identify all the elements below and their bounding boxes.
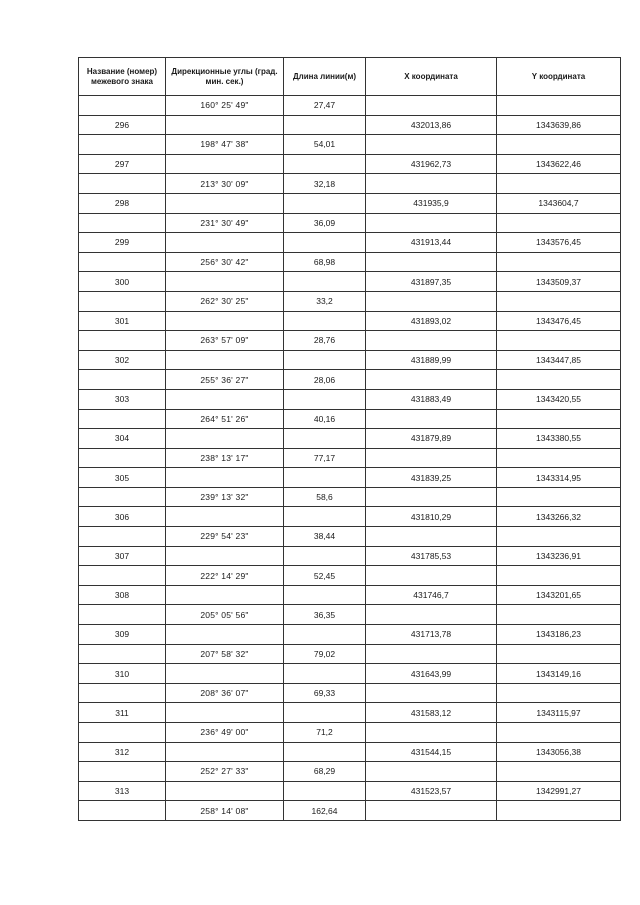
marker-name-cell [79,252,166,272]
header-marker-name: Название (номер) межевого знака [79,58,166,96]
segment-row [79,644,621,664]
line-length-cell: 79,02 [284,644,366,664]
segment-row [79,213,621,233]
x-coordinate-cell [366,409,497,429]
direction-angle-cell [166,233,284,253]
line-length-cell: 54,01 [284,135,366,155]
y-coordinate-cell [497,801,621,821]
segment-row [79,409,621,429]
line-length-cell [284,154,366,174]
y-coordinate-cell [497,174,621,194]
direction-angle-cell [166,664,284,684]
segment-row [79,527,621,547]
header-y-coordinate: Y координата [497,58,621,96]
marker-name-cell: 307 [79,546,166,566]
line-length-cell: 28,76 [284,331,366,351]
segment-row [79,370,621,390]
y-coordinate-cell: 1343314,95 [497,468,621,488]
marker-name-cell [79,291,166,311]
x-coordinate-cell [366,644,497,664]
marker-name-cell: 304 [79,429,166,449]
segment-row [79,448,621,468]
line-length-cell: 68,29 [284,762,366,782]
segment-row [79,566,621,586]
marker-row [79,585,621,605]
marker-name-cell [79,605,166,625]
marker-row [79,193,621,213]
marker-name-cell [79,213,166,233]
x-coordinate-cell: 431893,02 [366,311,497,331]
direction-angle-cell: 255° 36' 27" [166,370,284,390]
y-coordinate-cell [497,527,621,547]
direction-angle-cell [166,154,284,174]
x-coordinate-cell [366,370,497,390]
line-length-cell: 52,45 [284,566,366,586]
marker-row [79,468,621,488]
direction-angle-cell: 258° 14' 08" [166,801,284,821]
marker-name-cell: 303 [79,389,166,409]
x-coordinate-cell [366,801,497,821]
marker-name-cell: 298 [79,193,166,213]
y-coordinate-cell: 1343476,45 [497,311,621,331]
line-length-cell: 68,98 [284,252,366,272]
x-coordinate-cell: 431913,44 [366,233,497,253]
marker-row [79,703,621,723]
direction-angle-cell: 263° 57' 09" [166,331,284,351]
line-length-cell: 77,17 [284,448,366,468]
line-length-cell: 27,47 [284,96,366,116]
marker-row [79,781,621,801]
marker-name-cell: 305 [79,468,166,488]
direction-angle-cell [166,703,284,723]
y-coordinate-cell [497,683,621,703]
direction-angle-cell: 229° 54' 23" [166,527,284,547]
direction-angle-cell [166,272,284,292]
marker-name-cell: 312 [79,742,166,762]
x-coordinate-cell: 431810,29 [366,507,497,527]
direction-angle-cell [166,350,284,370]
line-length-cell [284,350,366,370]
x-coordinate-cell: 431544,15 [366,742,497,762]
x-coordinate-cell [366,331,497,351]
marker-name-cell [79,527,166,547]
x-coordinate-cell [366,448,497,468]
marker-name-cell: 296 [79,115,166,135]
y-coordinate-cell: 1343447,85 [497,350,621,370]
y-coordinate-cell: 1343622,46 [497,154,621,174]
direction-angle-cell: 160° 25' 49" [166,96,284,116]
y-coordinate-cell [497,605,621,625]
line-length-cell [284,429,366,449]
direction-angle-cell: 264° 51' 26" [166,409,284,429]
line-length-cell [284,742,366,762]
segment-row [79,605,621,625]
segment-row [79,331,621,351]
y-coordinate-cell: 1342991,27 [497,781,621,801]
line-length-cell: 36,35 [284,605,366,625]
table-body [79,96,621,821]
direction-angle-cell: 262° 30' 25" [166,291,284,311]
line-length-cell [284,781,366,801]
y-coordinate-cell [497,644,621,664]
x-coordinate-cell [366,566,497,586]
x-coordinate-cell [366,723,497,743]
marker-row [79,115,621,135]
marker-name-cell [79,723,166,743]
line-length-cell [284,389,366,409]
marker-name-cell [79,331,166,351]
marker-name-cell: 309 [79,625,166,645]
segment-row [79,174,621,194]
line-length-cell [284,272,366,292]
marker-name-cell [79,448,166,468]
x-coordinate-cell: 431746,7 [366,585,497,605]
y-coordinate-cell [497,448,621,468]
direction-angle-cell [166,115,284,135]
x-coordinate-cell: 431889,99 [366,350,497,370]
y-coordinate-cell [497,723,621,743]
line-length-cell: 58,6 [284,487,366,507]
y-coordinate-cell: 1343201,65 [497,585,621,605]
segment-row [79,487,621,507]
marker-name-cell: 308 [79,585,166,605]
boundary-coordinates-table [78,57,621,821]
line-length-cell: 69,33 [284,683,366,703]
marker-row [79,507,621,527]
direction-angle-cell: 238° 13' 17" [166,448,284,468]
marker-name-cell: 299 [79,233,166,253]
marker-name-cell: 301 [79,311,166,331]
direction-angle-cell: 239° 13' 32" [166,487,284,507]
line-length-cell: 36,09 [284,213,366,233]
header-direction-angle: Дирекционные углы (град. мин. сек.) [166,58,284,96]
x-coordinate-cell: 431839,25 [366,468,497,488]
line-length-cell [284,703,366,723]
direction-angle-cell: 222° 14' 29" [166,566,284,586]
direction-angle-cell [166,468,284,488]
marker-name-cell: 300 [79,272,166,292]
x-coordinate-cell [366,174,497,194]
direction-angle-cell [166,389,284,409]
y-coordinate-cell: 1343604,7 [497,193,621,213]
x-coordinate-cell: 431785,53 [366,546,497,566]
direction-angle-cell [166,193,284,213]
y-coordinate-cell: 1343509,37 [497,272,621,292]
direction-angle-cell [166,742,284,762]
direction-angle-cell: 207° 58' 32" [166,644,284,664]
x-coordinate-cell [366,762,497,782]
x-coordinate-cell [366,96,497,116]
direction-angle-cell [166,625,284,645]
x-coordinate-cell: 431523,57 [366,781,497,801]
marker-row [79,272,621,292]
line-length-cell [284,311,366,331]
x-coordinate-cell [366,487,497,507]
x-coordinate-cell [366,291,497,311]
marker-row [79,546,621,566]
header-line-length: Длина линии(м) [284,58,366,96]
segment-row [79,723,621,743]
direction-angle-cell [166,429,284,449]
marker-name-cell [79,370,166,390]
header-x-coordinate: X координата [366,58,497,96]
line-length-cell: 38,44 [284,527,366,547]
x-coordinate-cell [366,605,497,625]
direction-angle-cell: 252° 27' 33" [166,762,284,782]
y-coordinate-cell: 1343115,97 [497,703,621,723]
x-coordinate-cell [366,135,497,155]
x-coordinate-cell: 431962,73 [366,154,497,174]
marker-name-cell [79,762,166,782]
marker-name-cell: 310 [79,664,166,684]
x-coordinate-cell [366,683,497,703]
direction-angle-cell: 236° 49' 00" [166,723,284,743]
segment-row [79,762,621,782]
marker-row [79,664,621,684]
y-coordinate-cell [497,213,621,233]
marker-row [79,625,621,645]
direction-angle-cell: 208° 36' 07" [166,683,284,703]
line-length-cell: 28,06 [284,370,366,390]
marker-name-cell: 313 [79,781,166,801]
segment-row [79,291,621,311]
marker-name-cell [79,174,166,194]
marker-name-cell: 306 [79,507,166,527]
marker-name-cell [79,409,166,429]
line-length-cell [284,625,366,645]
line-length-cell [284,546,366,566]
y-coordinate-cell [497,762,621,782]
marker-row [79,154,621,174]
direction-angle-cell: 231° 30' 49" [166,213,284,233]
y-coordinate-cell [497,291,621,311]
line-length-cell: 33,2 [284,291,366,311]
direction-angle-cell [166,585,284,605]
y-coordinate-cell: 1343639,86 [497,115,621,135]
marker-name-cell: 297 [79,154,166,174]
x-coordinate-cell: 431643,99 [366,664,497,684]
x-coordinate-cell [366,527,497,547]
marker-name-cell: 302 [79,350,166,370]
marker-row [79,742,621,762]
segment-row [79,252,621,272]
y-coordinate-cell: 1343380,55 [497,429,621,449]
marker-row [79,429,621,449]
line-length-cell [284,468,366,488]
x-coordinate-cell: 432013,86 [366,115,497,135]
y-coordinate-cell [497,135,621,155]
marker-row [79,311,621,331]
direction-angle-cell: 213° 30' 09" [166,174,284,194]
direction-angle-cell [166,311,284,331]
direction-angle-cell: 205° 05' 56" [166,605,284,625]
line-length-cell [284,193,366,213]
x-coordinate-cell [366,213,497,233]
marker-name-cell [79,566,166,586]
direction-angle-cell [166,507,284,527]
marker-name-cell [79,683,166,703]
y-coordinate-cell: 1343266,32 [497,507,621,527]
direction-angle-cell: 256° 30' 42" [166,252,284,272]
segment-row [79,801,621,821]
y-coordinate-cell: 1343420,55 [497,389,621,409]
y-coordinate-cell [497,370,621,390]
line-length-cell [284,507,366,527]
y-coordinate-cell: 1343576,45 [497,233,621,253]
marker-row [79,389,621,409]
line-length-cell: 71,2 [284,723,366,743]
y-coordinate-cell: 1343186,23 [497,625,621,645]
marker-name-cell [79,487,166,507]
y-coordinate-cell: 1343236,91 [497,546,621,566]
x-coordinate-cell: 431879,89 [366,429,497,449]
line-length-cell [284,115,366,135]
segment-row [79,683,621,703]
marker-name-cell: 311 [79,703,166,723]
line-length-cell: 32,18 [284,174,366,194]
marker-name-cell [79,96,166,116]
y-coordinate-cell [497,252,621,272]
y-coordinate-cell [497,566,621,586]
x-coordinate-cell: 431935,9 [366,193,497,213]
direction-angle-cell: 198° 47' 38" [166,135,284,155]
segment-row [79,96,621,116]
line-length-cell [284,664,366,684]
table-header-row [79,58,621,96]
x-coordinate-cell [366,252,497,272]
segment-row [79,135,621,155]
x-coordinate-cell: 431713,78 [366,625,497,645]
marker-name-cell [79,801,166,821]
y-coordinate-cell [497,96,621,116]
marker-name-cell [79,644,166,664]
y-coordinate-cell [497,487,621,507]
y-coordinate-cell [497,409,621,429]
direction-angle-cell [166,546,284,566]
y-coordinate-cell: 1343056,38 [497,742,621,762]
marker-row [79,233,621,253]
marker-name-cell [79,135,166,155]
line-length-cell: 162,64 [284,801,366,821]
y-coordinate-cell: 1343149,16 [497,664,621,684]
line-length-cell: 40,16 [284,409,366,429]
x-coordinate-cell: 431883,49 [366,389,497,409]
direction-angle-cell [166,781,284,801]
line-length-cell [284,233,366,253]
x-coordinate-cell: 431583,12 [366,703,497,723]
marker-row [79,350,621,370]
x-coordinate-cell: 431897,35 [366,272,497,292]
line-length-cell [284,585,366,605]
y-coordinate-cell [497,331,621,351]
